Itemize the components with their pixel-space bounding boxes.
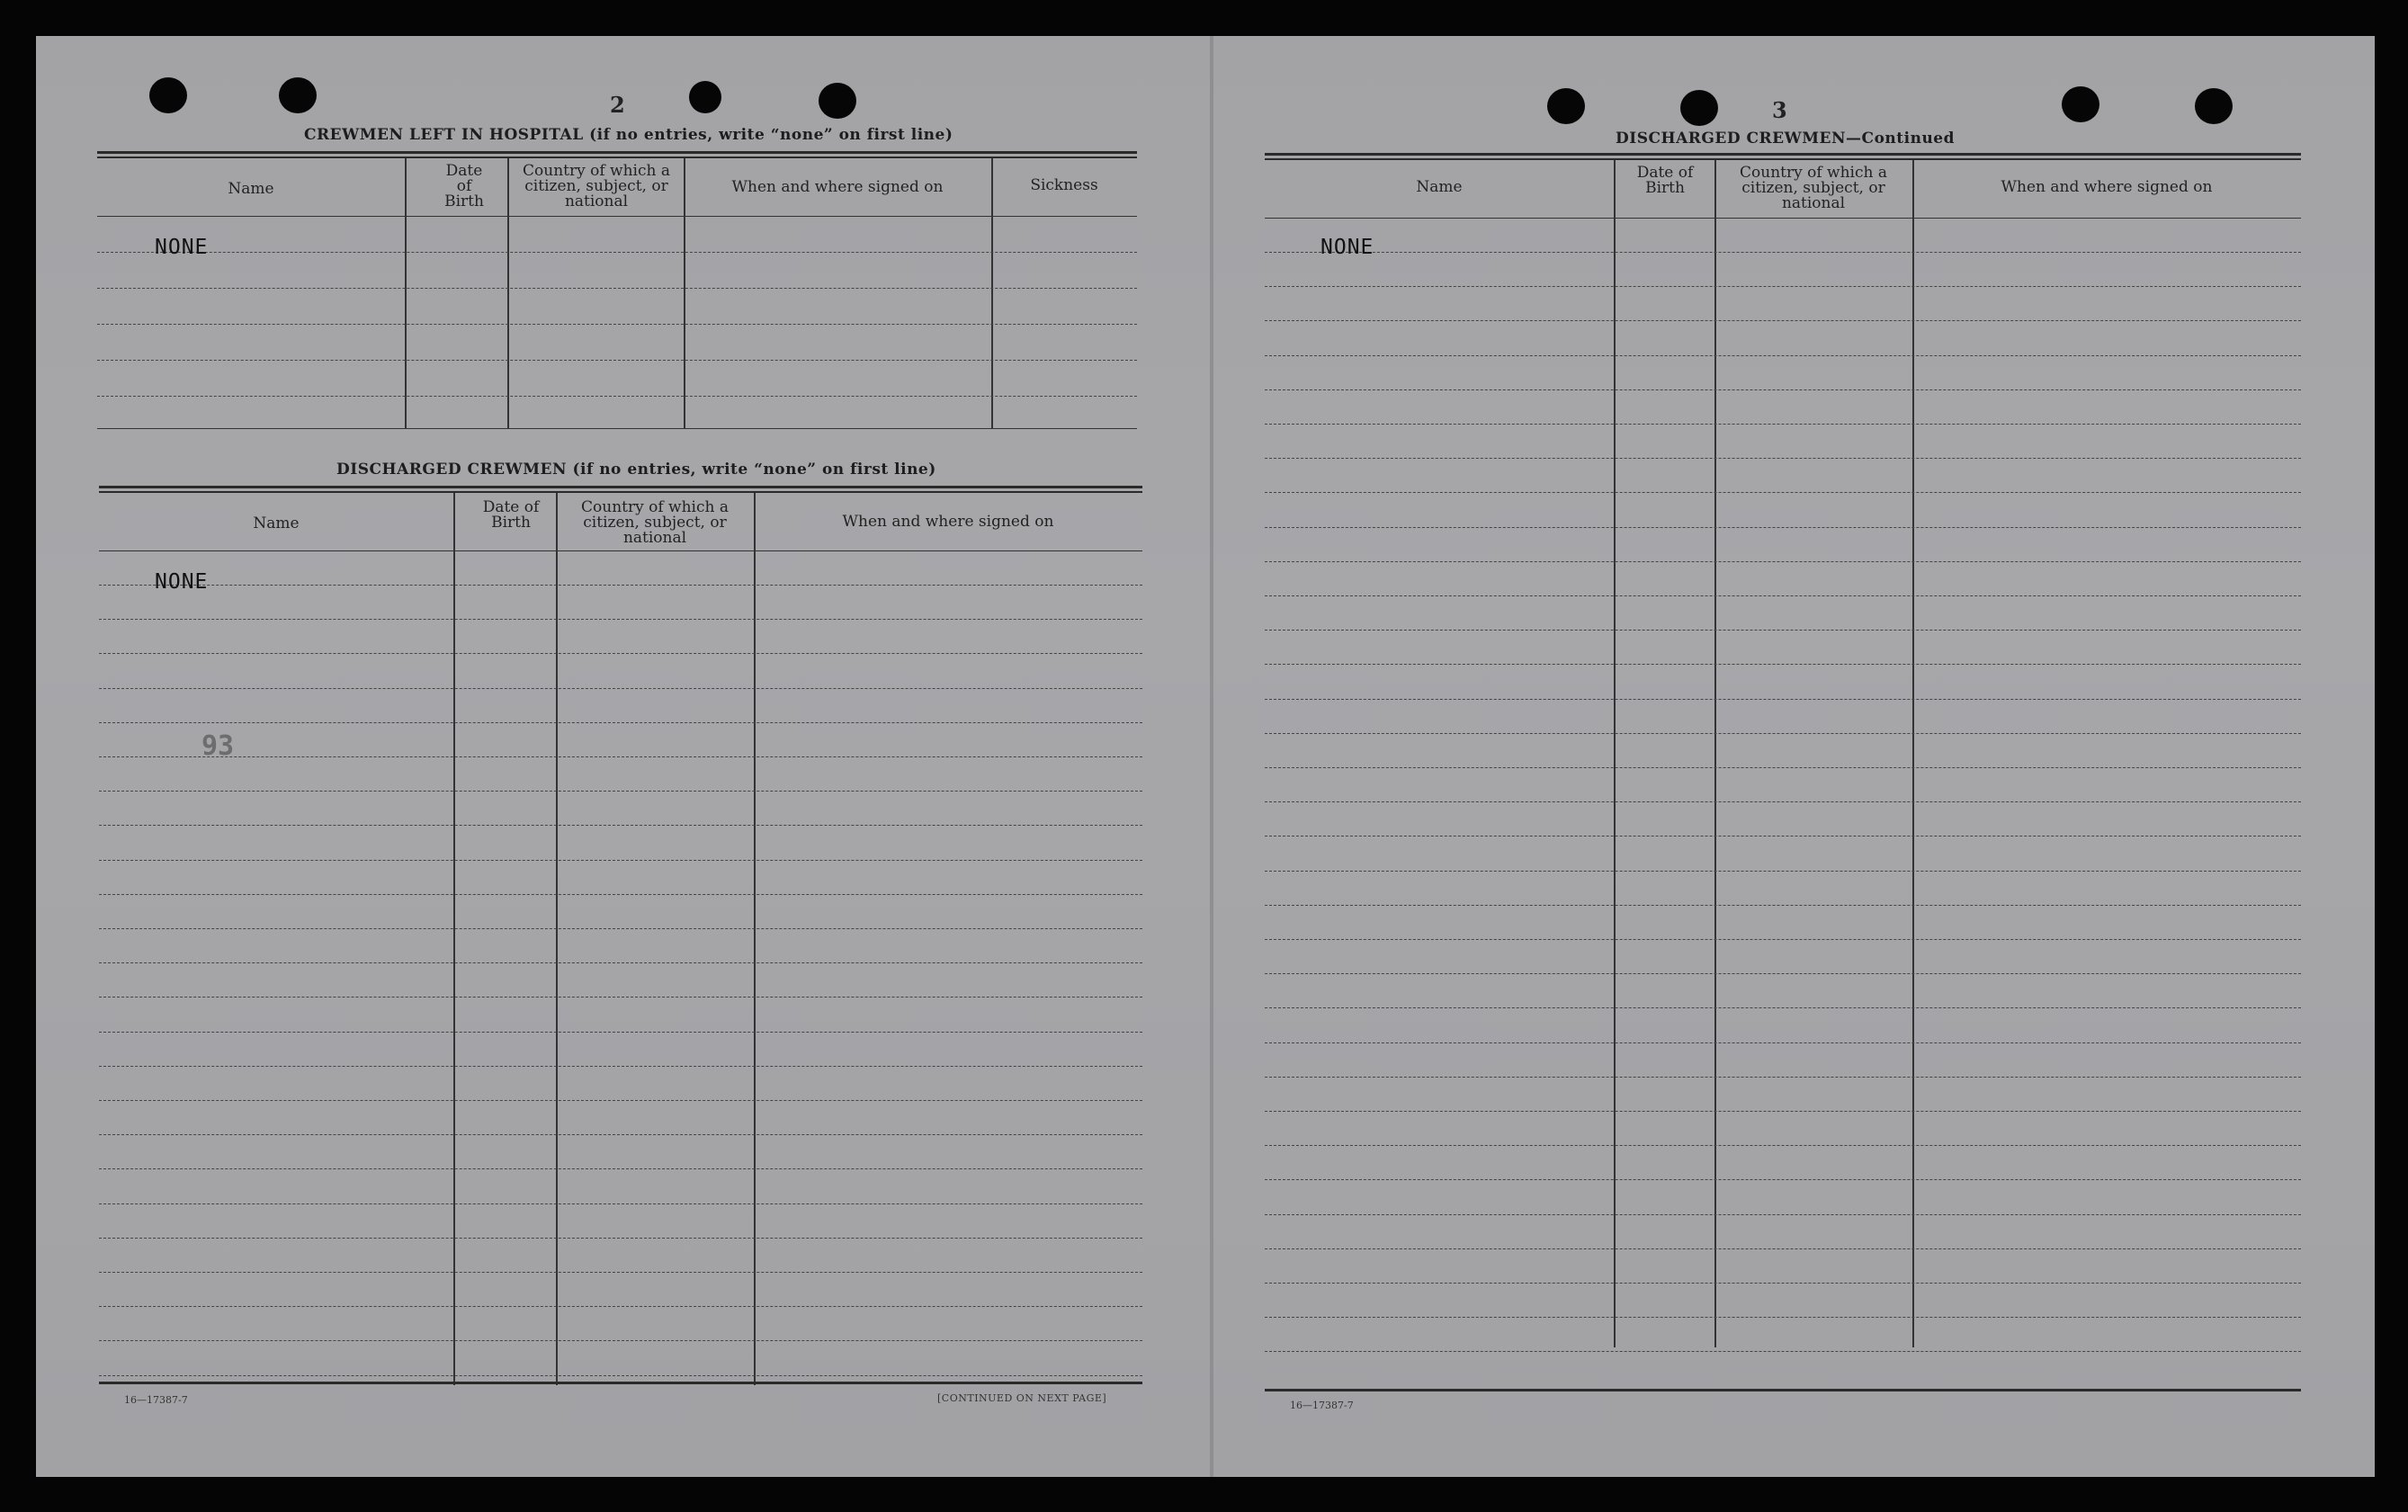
column-header-country: Country of which a citizen, subject, or national xyxy=(581,498,729,547)
entry-line xyxy=(1265,767,2301,768)
punch-hole xyxy=(2195,88,2233,124)
entry-line xyxy=(1265,1351,2301,1352)
column-header-signed-on: When and where signed on xyxy=(842,513,1054,531)
header-rule xyxy=(99,550,1142,551)
punch-hole xyxy=(2062,86,2099,122)
entry-line xyxy=(1265,320,2301,321)
column-divider xyxy=(453,493,455,1385)
column-header-name: Name xyxy=(1416,178,1463,196)
entry-line xyxy=(1265,801,2301,802)
entry-line xyxy=(99,894,1142,895)
entry-line xyxy=(99,962,1142,963)
continued-note: [CONTINUED ON NEXT PAGE] xyxy=(937,1392,1107,1404)
hospital-section-title xyxy=(304,126,953,144)
entry-line xyxy=(99,722,1142,723)
discharged-table xyxy=(99,486,1142,1385)
entry-line xyxy=(1265,630,2301,631)
entry-line xyxy=(1265,973,2301,974)
entry-line xyxy=(1265,595,2301,596)
column-divider xyxy=(991,158,993,428)
entry-line xyxy=(1265,664,2301,665)
punch-hole xyxy=(819,83,856,119)
entry-line xyxy=(97,288,1137,289)
hospital-title-text: CREWMEN LEFT IN HOSPITAL xyxy=(304,126,584,144)
entry-line xyxy=(1265,1077,2301,1078)
entry-line xyxy=(99,1272,1142,1273)
entry-line xyxy=(1265,905,2301,906)
discharged-entry-none: NONE xyxy=(155,570,209,594)
entry-line xyxy=(1265,1007,2301,1008)
column-header-name: Name xyxy=(253,514,300,532)
header-rule xyxy=(97,216,1137,217)
table-top-rule xyxy=(99,491,1142,493)
hospital-table xyxy=(97,151,1137,432)
entry-line xyxy=(1265,424,2301,425)
entry-line xyxy=(1265,252,2301,253)
entry-line xyxy=(97,252,1137,253)
entry-line xyxy=(1265,836,2301,837)
entry-line xyxy=(1265,286,2301,287)
entry-line xyxy=(1265,1145,2301,1146)
entry-line xyxy=(99,1238,1142,1239)
entry-line xyxy=(99,688,1142,689)
form-code-right: 16—17387-7 xyxy=(1290,1400,1354,1411)
discharged-continued-entry-none: NONE xyxy=(1320,236,1374,259)
hospital-instruction: (if no entries, write “none” on first line) xyxy=(589,126,953,144)
table-top-rule xyxy=(99,486,1142,488)
entry-line xyxy=(99,619,1142,620)
column-divider xyxy=(684,158,685,428)
entry-line xyxy=(99,1203,1142,1204)
entry-line xyxy=(97,360,1137,361)
discharged-instruction: (if no entries, write “none” on first line) xyxy=(572,461,936,479)
hospital-entry-none: NONE xyxy=(155,236,209,259)
entry-line xyxy=(99,860,1142,861)
entry-line xyxy=(1265,1042,2301,1043)
column-divider xyxy=(405,158,407,428)
entry-line xyxy=(1265,733,2301,734)
entry-line xyxy=(99,1168,1142,1169)
column-divider xyxy=(507,158,509,428)
entry-line xyxy=(99,791,1142,792)
punch-hole xyxy=(689,81,721,113)
entry-line xyxy=(99,1032,1142,1033)
column-header-sickness: Sickness xyxy=(1030,176,1098,194)
column-header-country: Country of which a citizen, subject, or national xyxy=(523,162,670,210)
page-number-right: 3 xyxy=(1772,97,1787,123)
punch-hole xyxy=(279,77,317,113)
entry-line xyxy=(97,324,1137,325)
entry-line xyxy=(99,1306,1142,1307)
table-top-rule xyxy=(1265,153,2301,156)
discharged-continued-title: DISCHARGED CREWMEN—Continued xyxy=(1616,130,1956,148)
discharged-section-title xyxy=(336,461,936,479)
entry-line xyxy=(99,997,1142,998)
entry-line xyxy=(1265,1283,2301,1284)
column-divider xyxy=(1714,160,1716,1347)
column-header-date-of-birth: Date of Birth xyxy=(444,162,484,210)
discharged-title-text: DISCHARGED CREWMEN xyxy=(336,461,568,479)
table-bottom-rule xyxy=(97,428,1137,429)
entry-line xyxy=(99,585,1142,586)
punch-hole xyxy=(1680,90,1718,126)
entry-line xyxy=(1265,527,2301,528)
entry-line xyxy=(1265,458,2301,459)
column-header-date-of-birth: Date of Birth xyxy=(482,498,540,532)
entry-line xyxy=(1265,561,2301,562)
page-number-left: 2 xyxy=(610,92,625,118)
column-divider xyxy=(556,493,558,1385)
entry-line xyxy=(1265,355,2301,356)
table-top-rule xyxy=(1265,158,2301,160)
column-header-country: Country of which a citizen, subject, or national xyxy=(1740,164,1887,212)
stray-mark: 93 xyxy=(201,730,235,762)
entry-line xyxy=(99,756,1142,757)
entry-line xyxy=(97,396,1137,397)
entry-line xyxy=(1265,1317,2301,1318)
table-top-rule xyxy=(97,151,1137,154)
entry-line xyxy=(99,1340,1142,1341)
entry-line xyxy=(99,1134,1142,1135)
table-bottom-rule xyxy=(1265,1389,2301,1391)
column-header-signed-on: When and where signed on xyxy=(731,178,944,196)
page-fold xyxy=(1210,36,1213,1477)
entry-line xyxy=(99,1066,1142,1067)
entry-line xyxy=(99,928,1142,929)
entry-line xyxy=(1265,699,2301,700)
column-header-signed-on: When and where signed on xyxy=(2001,178,2213,196)
entry-line xyxy=(1265,939,2301,940)
table-bottom-rule xyxy=(99,1382,1142,1384)
discharged-continued-table xyxy=(1265,153,2301,1392)
column-divider xyxy=(1912,160,1914,1347)
table-top-rule xyxy=(97,157,1137,158)
entry-line xyxy=(1265,1248,2301,1249)
header-rule xyxy=(1265,218,2301,219)
entry-line xyxy=(1265,1214,2301,1215)
column-divider xyxy=(754,493,756,1385)
entry-line xyxy=(1265,1179,2301,1180)
punch-hole xyxy=(149,77,187,113)
column-header-date-of-birth: Date of Birth xyxy=(1636,164,1694,197)
form-code-left: 16—17387-7 xyxy=(124,1394,188,1406)
column-divider xyxy=(1614,160,1616,1347)
entry-line xyxy=(1265,492,2301,493)
entry-line xyxy=(1265,389,2301,390)
entry-line xyxy=(99,1100,1142,1101)
entry-line xyxy=(1265,1111,2301,1112)
entry-line xyxy=(99,1375,1142,1376)
entry-line xyxy=(99,825,1142,826)
entry-line xyxy=(99,653,1142,654)
entry-line xyxy=(1265,871,2301,872)
punch-hole xyxy=(1547,88,1585,124)
column-header-name: Name xyxy=(228,180,274,198)
